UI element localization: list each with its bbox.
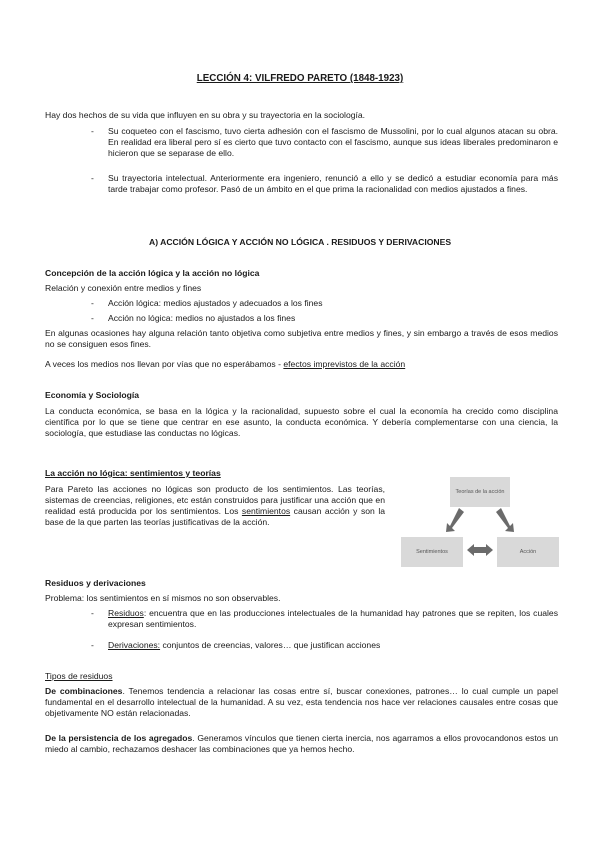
bullet-marker: - xyxy=(91,313,94,323)
residuos-term: Residuos xyxy=(108,608,144,618)
bullet-marker: - xyxy=(91,173,94,183)
residuos-problem: Problema: los sentimientos en sí mismos no son observables. xyxy=(45,593,281,603)
derivaciones-text: conjuntos de creencias, valores… que justifican acciones xyxy=(160,640,381,650)
no-logica-text-a: Para Pareto las acciones no lógicas son producto de los sentimientos. Las teorías, sistemas de creencias, religiones, etc están construidos para justificar una acción que en realidad está producida por los sentimientos. Los xyxy=(45,484,385,516)
bullet-derivaciones xyxy=(108,640,380,651)
no-logica-text-b: causan acción y son la base de la que parten las teorías justificativas de la acción. xyxy=(45,506,386,527)
bullet-accion-logica: Acción lógica: medios ajustados y adecuados a los fines xyxy=(108,298,323,308)
bullet-marker: - xyxy=(91,640,94,650)
box-teorias: Teorías de la acción xyxy=(450,477,510,507)
section-a-heading: A) ACCIÓN LÓGICA Y ACCIÓN NO LÓGICA . RESIDUOS Y DERIVACIONES xyxy=(149,237,452,247)
sentimientos-term: sentimientos xyxy=(241,506,291,516)
arrow-double-icon xyxy=(467,544,493,556)
page-title: LECCIÓN 4: VILFREDO PARETO (1848-1923) xyxy=(196,73,404,84)
bullet-accion-no-logica: Acción no lógica: medios no ajustados a los fines xyxy=(108,313,296,323)
bullet-fascism: Su coqueteo con el fascismo, tuvo cierta adhesión con el fascismo de Mussolini, por lo cual algunos atacan su obra. En realidad era liberal pero sí es cierto que tuvo contacto con el fascismo, aunque sus ideas liberales predominaron e hicieron que se separase de ello. xyxy=(108,126,558,158)
derivaciones-term: Derivaciones: xyxy=(108,640,161,650)
bullet-marker: - xyxy=(91,608,94,618)
concepcion-paragraph: En algunas ocasiones hay alguna relación tanto objetiva como subjetiva entre medios y fines, y sin embargo a través de esos medios no se consiguen esos fines. xyxy=(45,328,558,349)
combinaciones-text: . Tenemos tendencia a relacionar las cosas entre sí, buscar conexiones, patrones… lo cual cumple un papel fundamental en el desarrollo intelectual de la humanidad. A su vez, esta tendencia nos hace ver relaciones causales entre cosas que objetivamente NO están relacionadas. xyxy=(45,686,559,718)
residuos-text: : encuentra que en las producciones intelectuales de la humanidad hay patrones que se repiten, los cuales expresan sentimientos. xyxy=(108,608,558,629)
arrow-left-icon xyxy=(446,508,464,532)
combinaciones-term: De combinaciones xyxy=(45,686,123,696)
arrow-right-icon xyxy=(496,508,514,532)
persistencia-text: . Generamos vínculos que tienen cierta inercia, nos agarramos a ellos provocandonos estos un miedo al cambio, rechazamos deshacer las combinaciones que ya hemos hecho. xyxy=(45,733,558,754)
bullet-marker: - xyxy=(91,298,94,308)
no-logica-heading: La acción no lógica: sentimientos y teorías xyxy=(45,468,221,478)
economia-paragraph: La conducta económica, se basa en la lógica y la racionalidad, supuesto sobre el cual la economía ha crecido como disciplina científica por lo que se tiene que centrar en ese asunto, la conducta económica. Y debería complementarse con una ciencia, la sociología, que estudiase las conductas no lógicas. xyxy=(45,406,558,438)
tipos-persistencia xyxy=(45,733,558,755)
bullet-marker: - xyxy=(91,126,94,136)
tipos-combinaciones xyxy=(45,686,558,719)
persistencia-term: De la persistencia de los agregados xyxy=(45,733,193,743)
bullet-trajectory: Su trayectoria intelectual. Anteriormente era ingeniero, renunció a ello y se dedicó a estudiar economía para más tarde trabajar como profesor. Pasó de un ámbito en el que prima la racionalidad con medios ajustados a fines. xyxy=(108,173,558,194)
tipos-heading: Tipos de residuos xyxy=(45,671,113,681)
concepcion-line: Relación y conexión entre medios y fines xyxy=(45,283,202,293)
cycle-diagram xyxy=(401,477,559,573)
bullet-residuos xyxy=(108,608,558,630)
box-accion: Acción xyxy=(497,537,559,567)
intro-text: Hay dos hechos de su vida que influyen en su obra y su trayectoria en la sociología. xyxy=(45,110,366,120)
box-sentimientos: Sentimientos xyxy=(401,537,463,567)
efectos-imprevistos-text: efectos imprevistos de la acción xyxy=(283,359,406,369)
concepcion-last-prefix: A veces los medios nos llevan por vías que no esperábamos - xyxy=(45,359,284,369)
concepcion-heading: Concepción de la acción lógica y la acción no lógica xyxy=(45,268,260,278)
no-logica-paragraph xyxy=(45,484,385,528)
residuos-heading: Residuos y derivaciones xyxy=(45,578,146,588)
economia-heading: Economía y Sociología xyxy=(45,390,140,400)
concepcion-last-line xyxy=(45,359,405,370)
